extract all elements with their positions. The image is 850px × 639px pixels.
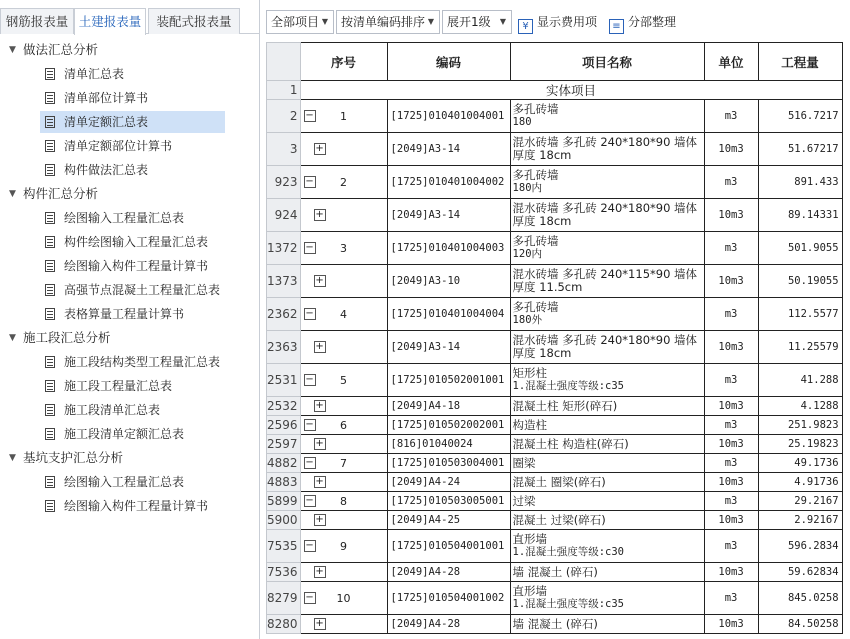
unit-cell: m3 xyxy=(704,166,758,199)
expand-icon[interactable]: + xyxy=(315,438,324,449)
caret-down-icon[interactable]: ▼ xyxy=(9,333,16,343)
name-cell xyxy=(510,473,704,492)
tree-item-label: 绘图输入构件工程量计算书 xyxy=(64,259,209,273)
unit-cell: 10m3 xyxy=(704,397,758,416)
tree-item[interactable] xyxy=(40,279,225,301)
row-number: 923 xyxy=(267,166,301,199)
unit-cell: m3 xyxy=(704,416,758,435)
column-header-seq[interactable]: 序号 xyxy=(300,43,387,81)
report-doc-icon xyxy=(45,140,55,152)
item-name: 混凝土 圈梁(碎石) xyxy=(512,474,606,489)
unit-cell: 10m3 xyxy=(704,435,758,454)
yen-icon: ¥ xyxy=(518,19,533,34)
quantity-cell: 596.2834 xyxy=(758,530,842,563)
code-cell: [1725]010401004002 xyxy=(387,166,510,199)
code-cell: [2049]A3-14 xyxy=(387,199,510,232)
item-name: 多孔砖墙 xyxy=(512,300,559,314)
tree-item-label: 清单定额部位计算书 xyxy=(64,139,173,153)
row-number: 4883 xyxy=(267,473,301,492)
code-cell: [1725]010502001001 xyxy=(387,364,510,397)
tree-item[interactable] xyxy=(40,159,225,181)
tree-item-label: 清单汇总表 xyxy=(64,67,125,81)
row-number: 8280 xyxy=(267,615,301,634)
report-doc-icon xyxy=(45,164,55,176)
report-view xyxy=(264,0,850,639)
item-name: 混水砖墙 多孔砖 240*180*90 墙体厚度 18cm xyxy=(512,333,698,360)
report-doc-icon xyxy=(45,260,55,272)
name-cell xyxy=(510,530,704,563)
tree-group[interactable] xyxy=(0,326,258,350)
unit-cell: 10m3 xyxy=(704,265,758,298)
tab-report-type[interactable]: 土建报表量 xyxy=(74,8,146,35)
sort-select-value: 按清单编码排序 xyxy=(341,15,426,29)
table-row[interactable] xyxy=(267,166,843,199)
row-number: 8279 xyxy=(267,582,301,615)
tree-item-label: 构件做法汇总表 xyxy=(64,163,149,177)
report-doc-icon xyxy=(45,92,55,104)
item-name: 多孔砖墙 xyxy=(512,168,559,182)
column-header-code[interactable]: 编码 xyxy=(387,43,510,81)
report-doc-icon xyxy=(45,380,55,392)
row-number: 1373 xyxy=(267,265,301,298)
report-grid xyxy=(264,42,850,639)
item-name: 过梁 xyxy=(512,493,536,508)
report-doc-icon xyxy=(45,212,55,224)
item-name: 构造柱 xyxy=(512,417,548,432)
tree-item-label: 表格算量工程量计算书 xyxy=(64,307,185,321)
quantity-cell: 251.9823 xyxy=(758,416,842,435)
name-cell xyxy=(510,435,704,454)
report-type-tabs xyxy=(0,8,260,34)
show-fee-button[interactable] xyxy=(518,10,597,34)
table-row[interactable] xyxy=(267,530,843,563)
table-row[interactable] xyxy=(267,298,843,331)
tree-item[interactable] xyxy=(40,111,225,133)
row-number: 7536 xyxy=(267,563,301,582)
row-number: 2 xyxy=(267,100,301,133)
item-name: 墙 混凝土 (碎石) xyxy=(512,616,598,631)
report-doc-icon xyxy=(45,116,55,128)
seq-number: 8 xyxy=(340,494,348,508)
seq-cell xyxy=(300,530,387,563)
unit-cell: m3 xyxy=(704,364,758,397)
name-cell xyxy=(510,563,704,582)
collapse-icon[interactable]: − xyxy=(305,176,314,187)
tree-item-label: 施工段清单定额汇总表 xyxy=(64,427,185,441)
tree-group[interactable] xyxy=(0,182,258,206)
expand-icon[interactable]: + xyxy=(315,618,324,629)
tree-item-label: 绘图输入工程量汇总表 xyxy=(64,211,185,225)
collapse-icon[interactable]: − xyxy=(305,242,314,253)
tree-item[interactable] xyxy=(40,87,225,109)
category-row[interactable] xyxy=(267,81,843,100)
item-name: 多孔砖墙 xyxy=(512,102,559,116)
code-cell: [1725]010401004004 xyxy=(387,298,510,331)
table-row[interactable] xyxy=(267,331,843,364)
table-row[interactable] xyxy=(267,615,843,634)
expand-icon[interactable]: + xyxy=(315,400,324,411)
quantity-cell: 2.92167 xyxy=(758,511,842,530)
name-cell xyxy=(510,298,704,331)
seq-cell xyxy=(300,166,387,199)
unit-cell: m3 xyxy=(704,492,758,511)
seq-cell xyxy=(300,199,387,232)
quantity-cell: 59.62834 xyxy=(758,563,842,582)
unit-cell: m3 xyxy=(704,530,758,563)
tree-item-label: 绘图输入构件工程量计算书 xyxy=(64,499,209,513)
column-header-qty[interactable]: 工程量 xyxy=(758,43,842,81)
name-cell xyxy=(510,492,704,511)
seq-cell xyxy=(300,435,387,454)
reorganize-button[interactable] xyxy=(609,10,676,34)
name-cell xyxy=(510,265,704,298)
code-cell: [816]01040024 xyxy=(387,435,510,454)
scope-select-value: 全部项目 xyxy=(271,15,320,29)
code-cell: [2049]A4-24 xyxy=(387,473,510,492)
tree-group-label: 做法汇总分析 xyxy=(23,42,99,57)
item-feature: 180 xyxy=(512,116,532,128)
expand-icon[interactable]: + xyxy=(315,143,324,154)
seq-cell xyxy=(300,232,387,265)
name-cell xyxy=(510,166,704,199)
collapse-icon[interactable]: − xyxy=(305,110,314,121)
row-number: 2532 xyxy=(267,397,301,416)
tree-item-label: 施工段清单汇总表 xyxy=(64,403,161,417)
table-header-row xyxy=(267,43,843,81)
unit-cell: m3 xyxy=(704,100,758,133)
quantity-cell: 49.1736 xyxy=(758,454,842,473)
name-cell xyxy=(510,232,704,265)
code-cell: [2049]A3-14 xyxy=(387,133,510,166)
item-name: 混凝土柱 构造柱(碎石) xyxy=(512,436,629,451)
item-feature: 1.混凝土强度等级:c35 xyxy=(512,380,624,392)
report-doc-icon xyxy=(45,428,55,440)
expand-level-value: 展开1级 xyxy=(447,15,491,29)
quantity-cell: 501.9055 xyxy=(758,232,842,265)
seq-number: 6 xyxy=(340,418,348,432)
quantity-cell: 516.7217 xyxy=(758,100,842,133)
expand-icon[interactable]: + xyxy=(315,514,324,525)
tree-item[interactable] xyxy=(40,303,225,325)
item-name: 墙 混凝土 (碎石) xyxy=(512,564,598,579)
report-doc-icon xyxy=(45,356,55,368)
row-number: 5900 xyxy=(267,511,301,530)
item-name: 混水砖墙 多孔砖 240*180*90 墙体厚度 18cm xyxy=(512,135,698,162)
row-number: 2363 xyxy=(267,331,301,364)
item-name: 多孔砖墙 xyxy=(512,234,559,248)
seq-cell xyxy=(300,364,387,397)
expand-icon[interactable]: + xyxy=(315,476,324,487)
caret-down-icon[interactable]: ▼ xyxy=(9,453,16,463)
quantity-cell: 891.433 xyxy=(758,166,842,199)
tree-item-label: 施工段结构类型工程量汇总表 xyxy=(64,355,221,369)
row-number: 2362 xyxy=(267,298,301,331)
tree-group-label: 施工段汇总分析 xyxy=(23,330,111,345)
quantity-cell: 25.19823 xyxy=(758,435,842,454)
name-cell xyxy=(510,331,704,364)
tree-item-label: 高强节点混凝土工程量汇总表 xyxy=(64,283,221,297)
quantity-cell: 4.1288 xyxy=(758,397,842,416)
quantity-cell: 11.25579 xyxy=(758,331,842,364)
tree-item[interactable] xyxy=(40,231,225,253)
row-number: 3 xyxy=(267,133,301,166)
collapse-icon[interactable]: − xyxy=(305,308,314,319)
caret-down-icon[interactable]: ▼ xyxy=(9,189,16,199)
item-feature: 180内 xyxy=(512,182,543,194)
tree-group[interactable] xyxy=(0,38,258,62)
row-number: 924 xyxy=(267,199,301,232)
expand-icon[interactable]: + xyxy=(315,566,324,577)
seq-cell xyxy=(300,133,387,166)
row-number: 1 xyxy=(267,81,301,100)
name-cell xyxy=(510,615,704,634)
unit-cell: 10m3 xyxy=(704,563,758,582)
code-cell: [1725]010503004001 xyxy=(387,454,510,473)
name-cell xyxy=(510,416,704,435)
report-table xyxy=(266,42,843,634)
code-cell: [1725]010504001002 xyxy=(387,582,510,615)
row-number: 2596 xyxy=(267,416,301,435)
seq-number: 9 xyxy=(340,539,348,553)
report-tree-panel xyxy=(0,0,260,639)
item-name: 直形墙 xyxy=(512,584,548,598)
scope-select[interactable] xyxy=(266,10,334,34)
tree-group[interactable] xyxy=(0,446,258,470)
code-cell: [2049]A4-28 xyxy=(387,615,510,634)
tree-item[interactable] xyxy=(40,207,225,229)
item-feature: 1.混凝土强度等级:c35 xyxy=(512,598,624,610)
unit-cell: m3 xyxy=(704,298,758,331)
tree-item[interactable] xyxy=(40,135,225,157)
seq-cell xyxy=(300,582,387,615)
code-cell: [1725]010504001001 xyxy=(387,530,510,563)
seq-cell xyxy=(300,100,387,133)
collapse-icon[interactable]: − xyxy=(305,457,314,468)
unit-cell: m3 xyxy=(704,454,758,473)
tree-item[interactable] xyxy=(40,63,225,85)
row-number: 7535 xyxy=(267,530,301,563)
seq-number: 10 xyxy=(336,591,351,605)
sort-select[interactable] xyxy=(336,10,440,34)
tree-item[interactable] xyxy=(40,255,225,277)
tree-item-label: 绘图输入工程量汇总表 xyxy=(64,475,185,489)
row-number: 2531 xyxy=(267,364,301,397)
seq-cell xyxy=(300,298,387,331)
row-number: 2597 xyxy=(267,435,301,454)
collapse-icon[interactable]: − xyxy=(305,419,314,430)
tab-report-type[interactable]: 钢筋报表量 xyxy=(0,8,74,34)
report-doc-icon xyxy=(45,284,55,296)
name-cell xyxy=(510,133,704,166)
seq-cell xyxy=(300,397,387,416)
quantity-cell: 4.91736 xyxy=(758,473,842,492)
row-number: 5899 xyxy=(267,492,301,511)
report-toolbar xyxy=(264,10,850,36)
unit-cell: 10m3 xyxy=(704,511,758,530)
table-row[interactable] xyxy=(267,265,843,298)
tree-item[interactable] xyxy=(40,375,225,397)
item-name: 矩形柱 xyxy=(512,366,548,380)
table-row[interactable] xyxy=(267,397,843,416)
item-feature: 180外 xyxy=(512,314,543,326)
item-name: 圈梁 xyxy=(512,455,536,470)
name-cell xyxy=(510,199,704,232)
category-label: 实体项目 xyxy=(300,81,842,100)
collapse-icon[interactable]: − xyxy=(305,495,314,506)
reorganize-label: 分部整理 xyxy=(628,15,677,29)
report-doc-icon xyxy=(45,500,55,512)
seq-number: 3 xyxy=(340,241,348,255)
code-cell: [2049]A4-18 xyxy=(387,397,510,416)
seq-cell xyxy=(300,563,387,582)
show-fee-label: 显示费用项 xyxy=(537,15,598,29)
tree-item[interactable] xyxy=(40,423,225,445)
name-cell xyxy=(510,511,704,530)
quantity-cell: 50.19055 xyxy=(758,265,842,298)
seq-cell xyxy=(300,331,387,364)
seq-cell xyxy=(300,473,387,492)
table-row[interactable] xyxy=(267,199,843,232)
table-row[interactable] xyxy=(267,100,843,133)
tree-item-label: 清单定额汇总表 xyxy=(64,115,149,129)
item-name: 混凝土柱 矩形(碎石) xyxy=(512,398,618,413)
item-feature: 120内 xyxy=(512,248,543,260)
tree-group-label: 基坑支护汇总分析 xyxy=(23,450,124,465)
code-cell: [1725]010401004003 xyxy=(387,232,510,265)
name-cell xyxy=(510,364,704,397)
table-row[interactable] xyxy=(267,473,843,492)
tree-item-label: 施工段工程量汇总表 xyxy=(64,379,173,393)
seq-cell xyxy=(300,492,387,511)
tree-item-label: 清单部位计算书 xyxy=(64,91,149,105)
name-cell xyxy=(510,100,704,133)
report-doc-icon xyxy=(45,68,55,80)
tab-report-type[interactable]: 装配式报表量 xyxy=(148,8,240,34)
code-cell: [1725]010503005001 xyxy=(387,492,510,511)
quantity-cell: 29.2167 xyxy=(758,492,842,511)
report-doc-icon xyxy=(45,476,55,488)
seq-number: 4 xyxy=(340,307,348,321)
quantity-cell: 845.0258 xyxy=(758,582,842,615)
item-name: 混凝土 过梁(碎石) xyxy=(512,512,606,527)
column-header-name[interactable]: 项目名称 xyxy=(510,43,704,81)
tree-item[interactable] xyxy=(40,351,225,373)
chevron-down-icon: ▼ xyxy=(321,17,328,26)
code-cell: [2049]A3-14 xyxy=(387,331,510,364)
table-row[interactable] xyxy=(267,435,843,454)
expand-icon[interactable]: + xyxy=(315,341,324,352)
code-cell: [2049]A4-25 xyxy=(387,511,510,530)
quantity-cell: 112.5577 xyxy=(758,298,842,331)
seq-cell xyxy=(300,416,387,435)
row-number-header xyxy=(267,43,301,81)
chevron-down-icon: ▼ xyxy=(427,17,434,26)
unit-cell: 10m3 xyxy=(704,615,758,634)
quantity-cell: 89.14331 xyxy=(758,199,842,232)
report-doc-icon xyxy=(45,308,55,320)
tree-item[interactable] xyxy=(40,399,225,421)
collapse-icon[interactable]: − xyxy=(305,374,314,385)
code-cell: [1725]010401004001 xyxy=(387,100,510,133)
seq-cell xyxy=(300,454,387,473)
row-number: 1372 xyxy=(267,232,301,265)
code-cell: [2049]A4-28 xyxy=(387,563,510,582)
name-cell xyxy=(510,582,704,615)
code-cell: [1725]010502002001 xyxy=(387,416,510,435)
caret-down-icon[interactable]: ▼ xyxy=(9,45,16,55)
unit-cell: m3 xyxy=(704,582,758,615)
item-name: 直形墙 xyxy=(512,532,548,546)
seq-cell xyxy=(300,615,387,634)
quantity-cell: 84.50258 xyxy=(758,615,842,634)
expand-level-select[interactable] xyxy=(442,10,512,34)
expand-icon[interactable]: + xyxy=(315,209,324,220)
column-header-unit[interactable]: 单位 xyxy=(704,43,758,81)
table-row[interactable] xyxy=(267,133,843,166)
unit-cell: 10m3 xyxy=(704,199,758,232)
table-row[interactable] xyxy=(267,454,843,473)
table-row[interactable] xyxy=(267,582,843,615)
chevron-down-icon: ▼ xyxy=(499,17,506,26)
unit-cell: 10m3 xyxy=(704,331,758,364)
seq-number: 5 xyxy=(340,373,348,387)
table-row[interactable] xyxy=(267,511,843,530)
item-name: 混水砖墙 多孔砖 240*115*90 墙体厚度 11.5cm xyxy=(512,267,698,294)
table-row[interactable] xyxy=(267,492,843,511)
seq-number: 2 xyxy=(340,175,348,189)
unit-cell: m3 xyxy=(704,232,758,265)
seq-cell xyxy=(300,511,387,530)
collapse-icon[interactable]: − xyxy=(305,540,314,551)
expand-icon[interactable]: + xyxy=(315,275,324,286)
unit-cell: 10m3 xyxy=(704,133,758,166)
item-feature: 1.混凝土强度等级:c30 xyxy=(512,546,624,558)
seq-number: 1 xyxy=(340,109,348,123)
table-row[interactable] xyxy=(267,416,843,435)
table-row[interactable] xyxy=(267,563,843,582)
tree-item-label: 构件绘图输入工程量汇总表 xyxy=(64,235,209,249)
tree-item[interactable] xyxy=(40,471,225,493)
quantity-cell: 41.288 xyxy=(758,364,842,397)
quantity-cell: 51.67217 xyxy=(758,133,842,166)
report-doc-icon xyxy=(45,404,55,416)
seq-cell xyxy=(300,265,387,298)
report-doc-icon xyxy=(45,236,55,248)
item-name: 混水砖墙 多孔砖 240*180*90 墙体厚度 18cm xyxy=(512,201,698,228)
tree-item[interactable] xyxy=(40,495,225,517)
collapse-icon[interactable]: − xyxy=(305,592,314,603)
table-row[interactable] xyxy=(267,232,843,265)
code-cell: [2049]A3-10 xyxy=(387,265,510,298)
tree-group-label: 构件汇总分析 xyxy=(23,186,99,201)
unit-cell: 10m3 xyxy=(704,473,758,492)
list-sort-icon: ≡ xyxy=(609,19,624,34)
row-number: 4882 xyxy=(267,454,301,473)
table-row[interactable] xyxy=(267,364,843,397)
name-cell xyxy=(510,454,704,473)
name-cell xyxy=(510,397,704,416)
seq-number: 7 xyxy=(340,456,348,470)
